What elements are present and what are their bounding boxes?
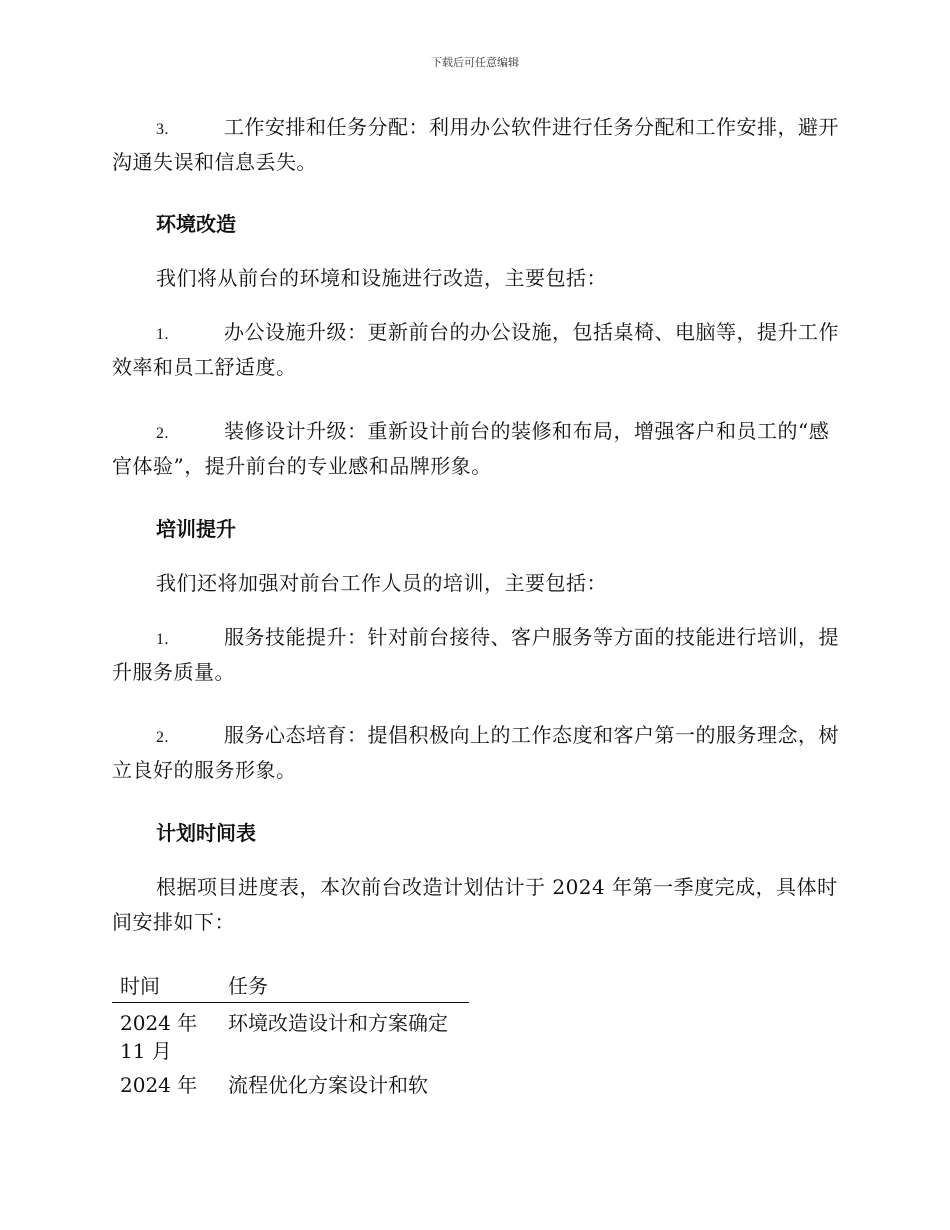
table-cell-time: 2024 年 11 月 <box>120 1011 198 1063</box>
list-number: 1. <box>156 631 169 648</box>
list-text: 服务心态培育：提倡积极向上的工作态度和客户第一的服务理念，树立良好的服务形象。 <box>112 723 839 782</box>
section-heading: 培训提升 <box>156 517 236 541</box>
list-item <box>112 718 840 788</box>
list-item <box>112 620 840 690</box>
list-text: 服务技能提升：针对前台接待、客户服务等方面的技能进行培训，提升服务质量。 <box>112 625 839 684</box>
list-item <box>112 315 840 385</box>
list-number: 1. <box>156 326 169 343</box>
table-cell-task: 环境改造设计和方案确定 <box>228 1011 448 1035</box>
column-header-time: 时间 <box>112 968 220 1003</box>
table-row <box>112 1003 469 1066</box>
list-text: 工作安排和任务分配：利用办公软件进行任务分配和工作安排，避开沟通失误和信息丢失。 <box>112 115 839 174</box>
list-item <box>112 414 840 484</box>
section-heading: 计划时间表 <box>156 821 256 845</box>
table-row <box>112 1065 469 1099</box>
list-text: 装修设计升级：重新设计前台的装修和布局，增强客户和员工的“感官体验”，提升前台的专业感和品牌形象。 <box>112 419 830 478</box>
list-number: 3. <box>156 121 169 138</box>
paragraph: 我们将从前台的环境和设施进行改造，主要包括： <box>156 266 607 290</box>
list-number: 2. <box>156 425 169 442</box>
paragraph: 根据项目进度表，本次前台改造计划估计于 2024 年第一季度完成，具体时间安排如下： <box>112 875 838 934</box>
table-header-row <box>112 968 469 1003</box>
table-cell-task: 流程优化方案设计和软 <box>228 1073 428 1097</box>
list-text: 办公设施升级：更新前台的办公设施，包括桌椅、电脑等，提升工作效率和员工舒适度。 <box>112 320 839 379</box>
list-number: 2. <box>156 729 169 746</box>
column-header-task: 任务 <box>220 968 469 1003</box>
list-item <box>112 110 840 180</box>
page-header: 下载后可任意编辑 <box>431 56 519 69</box>
table-cell-time: 2024 年 <box>120 1073 198 1097</box>
schedule-table <box>112 968 469 1099</box>
section-heading: 环境改造 <box>156 212 236 236</box>
paragraph: 我们还将加强对前台工作人员的培训，主要包括： <box>156 571 607 595</box>
